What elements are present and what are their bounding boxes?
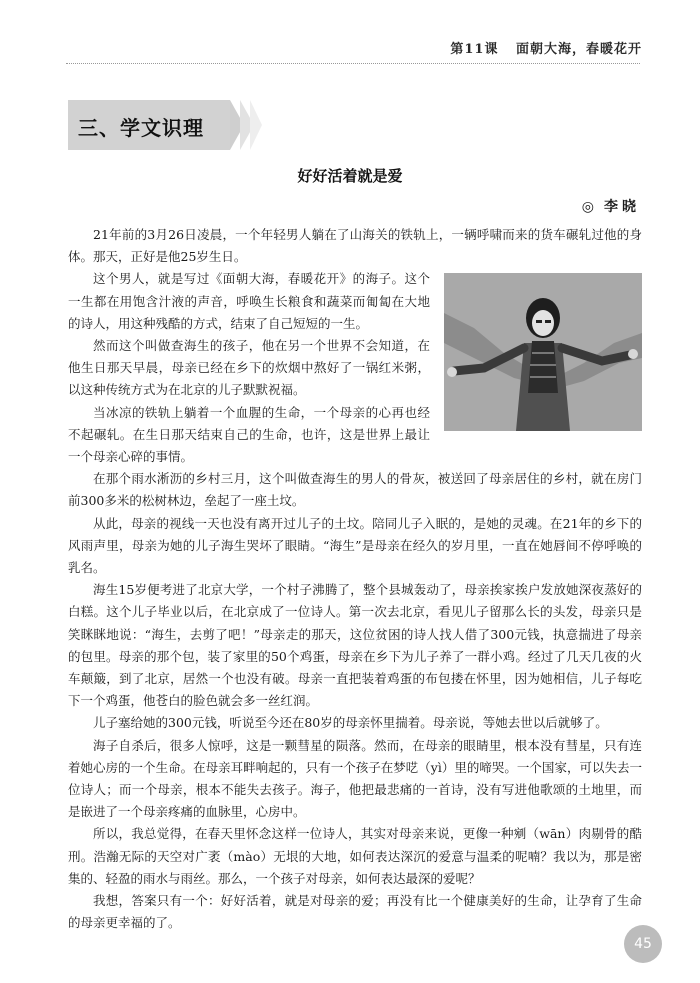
page-number: 45	[624, 925, 662, 963]
article-author	[582, 196, 640, 216]
banner-chevron	[250, 100, 262, 150]
section-banner	[68, 100, 230, 150]
article-title: 好好活着就是爱	[297, 167, 403, 185]
paragraph: 21年前的3月26日凌晨，一个年轻男人躺在了山海关的铁轨上，一辆呼啸而来的货车碾轧过他的身体。那天，正好是他25岁生日。	[68, 227, 642, 265]
paragraph: 我想，答案只有一个：好好活着，就是对母亲的爱；再没有比一个健康美好的生命，让孕育了生命的母亲更幸福的了。	[68, 893, 642, 931]
lesson-number: 第11课	[450, 42, 499, 57]
paragraph: 儿子塞给她的300元钱，听说至今还在80岁的母亲怀里揣着。母亲说，等她去世以后就够了。	[93, 715, 608, 731]
paragraph: 从此，母亲的视线一天也没有离开过儿子的土坟。陪同儿子入眠的，是她的灵魂。在21年的乡下的风雨声里，母亲为她的儿子海生哭坏了眼睛。“海生”是母亲在经久的岁月里，一直在她唇间不停呼唤的乳名。	[68, 515, 642, 576]
paragraph: 所以，我总觉得，在春天里怀念这样一位诗人，其实对母亲来说，更像一种剜（wān）肉剔骨的酷刑。浩瀚无际的天空对广袤（mào）无垠的大地，如何表达深沉的爱意与温柔的呢喃？我以为，那是密集的、轻盈的雨水与雨丝。那么，一个孩子对母亲，如何表达最深的爱呢？	[68, 826, 642, 886]
paragraph: 这个男人，就是写过《面朝大海，春暖花开》的海子。这个一生都在用饱含汁液的声音，呼唤生长粮食和蔬菜而匍匐在大地的诗人，用这种残酷的方式，结束了自己短短的一生。	[68, 271, 430, 331]
paragraph: 海子自杀后，很多人惊呼，这是一颗彗星的陨落。然而，在母亲的眼睛里，根本没有彗星，只有连着她心房的一个生命。在母亲耳畔响起的，只有一个孩子在梦呓（yì）里的啼哭。一个国家，可以失去一位诗人；而一个母亲，根本不能失去孩子。海子，他把最悲痛的一首诗，没有写进他歌颂的土地里，而是嵌进了一个母亲疼痛的血脉里，心房中。	[68, 737, 642, 820]
paragraph: 海生15岁便考进了北京大学，一个村子沸腾了，整个县城轰动了，母亲挨家挨户发放她深夜蒸好的白糕。这个儿子毕业以后，在北京成了一位诗人。第一次去北京，看见儿子留那么长的头发，母亲只是笑眯眯地说：“海生，去剪了吧！”母亲走的那天，这位贫困的诗人找人借了300元钱，执意揣进了母亲的包里。母亲的那个包，装了家里的50个鸡蛋，母亲在乡下为儿子养了一群小鸡。经过了几天几夜的火车颠簸，到了北京，居然一个也没有破。母亲一直把装着鸡蛋的布包搂在怀里，因为她相信，儿子每吃下一个鸡蛋，他苍白的脸色就会多一丝红润。	[68, 582, 642, 709]
poet-photo	[444, 273, 642, 431]
author-name: 李晓	[604, 199, 640, 215]
paragraph: 在那个雨水淅沥的乡村三月，这个叫做查海生的男人的骨灰，被送回了母亲居住的乡村，就在房门前300多米的松树林边，垒起了一座土坟。	[68, 471, 642, 509]
article-body	[68, 224, 642, 935]
lesson-title: 面朝大海，春暖花开	[515, 42, 642, 57]
running-header	[450, 38, 642, 57]
section-title: 三、学文识理	[78, 116, 204, 140]
author-mark-icon: ◎	[581, 199, 598, 215]
paragraph: 然而这个叫做查海生的孩子，他在另一个世界不会知道，在他生日那天早晨，母亲已经在乡下的炊烟中熬好了一锅红米粥，以这种传统方式为在北京的儿子默默祝福。	[68, 338, 430, 398]
paragraph: 当冰凉的铁轨上躺着一个血腥的生命，一个母亲的心再也经不起碾轧。在生日那天结束自己的生命，也许，这是世界上最让一个母亲心碎的事情。	[68, 404, 430, 465]
header-divider	[66, 63, 640, 64]
